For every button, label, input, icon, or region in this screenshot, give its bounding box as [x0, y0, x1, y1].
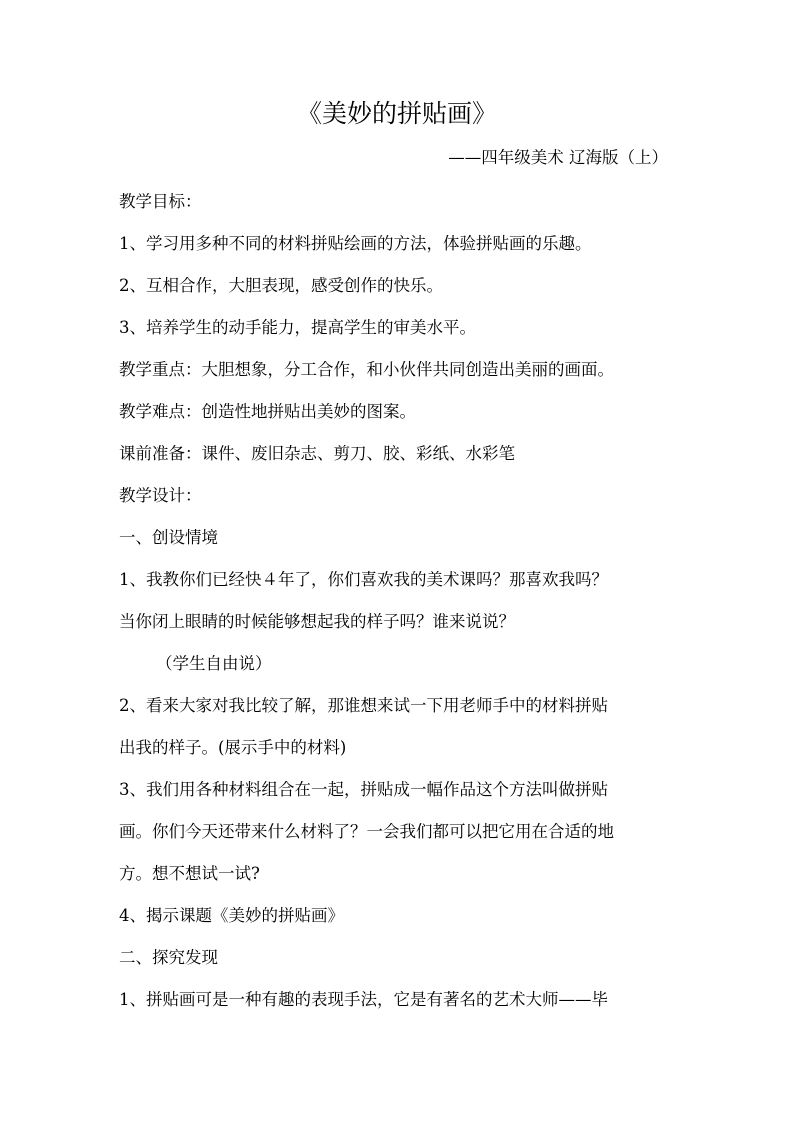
document-body — [119, 181, 679, 1021]
paragraph-line: 方。想不想试一试? — [119, 864, 260, 883]
paragraph-line: 4、揭示课题《美妙的拼贴画》 — [119, 906, 344, 925]
paragraph-line: 1、拼贴画可是一种有趣的表现手法，它是有著名的艺术大师——毕 — [119, 990, 608, 1009]
heading-teaching-design: 教学设计： — [119, 486, 202, 505]
goal-item-2: 2、互相合作，大胆表现，感受创作的快乐。 — [119, 276, 443, 295]
paragraph-line: 出我的样子。(展示手中的材料) — [119, 738, 347, 757]
student-response-note: （学生自由说） — [156, 654, 272, 673]
paragraph-line: 1、我教你们已经快４年了，你们喜欢我的美术课吗？那喜欢我吗？ — [119, 570, 608, 589]
paragraph-line: 当你闭上眼睛的时候能够想起我的样子吗？谁来说说？ — [119, 612, 515, 631]
class-preparation: 课前准备：课件、废旧杂志、剪刀、胶、彩纸、水彩笔 — [119, 444, 515, 463]
section-heading-exploration: 二、探究发现 — [119, 948, 218, 967]
heading-teaching-goals: 教学目标： — [119, 192, 202, 211]
teaching-key-points: 教学重点：大胆想象，分工合作，和小伙伴共同创造出美丽的画面。 — [119, 360, 614, 379]
paragraph-line: 2、看来大家对我比较了解，那谁想来试一下用老师手中的材料拼贴 — [119, 696, 608, 715]
document-title: 《美妙的拼贴画》 — [296, 99, 497, 128]
teaching-difficulties: 教学难点：创造性地拼贴出美妙的图案。 — [119, 402, 416, 421]
goal-item-1: 1、学习用多种不同的材料拼贴绘画的方法，体验拼贴画的乐趣。 — [119, 234, 592, 253]
document-subtitle: ——四年级美术 辽海版（上） — [448, 148, 668, 167]
paragraph-line: 画。你们今天还带来什么材料了？一会我们都可以把它用在合适的地 — [119, 822, 614, 841]
section-heading-scenario: 一、创设情境 — [119, 528, 218, 547]
paragraph-line: 3、我们用各种材料组合在一起，拼贴成一幅作品这个方法叫做拼贴 — [119, 780, 608, 799]
goal-item-3: 3、培养学生的动手能力，提高学生的审美水平。 — [119, 318, 476, 337]
